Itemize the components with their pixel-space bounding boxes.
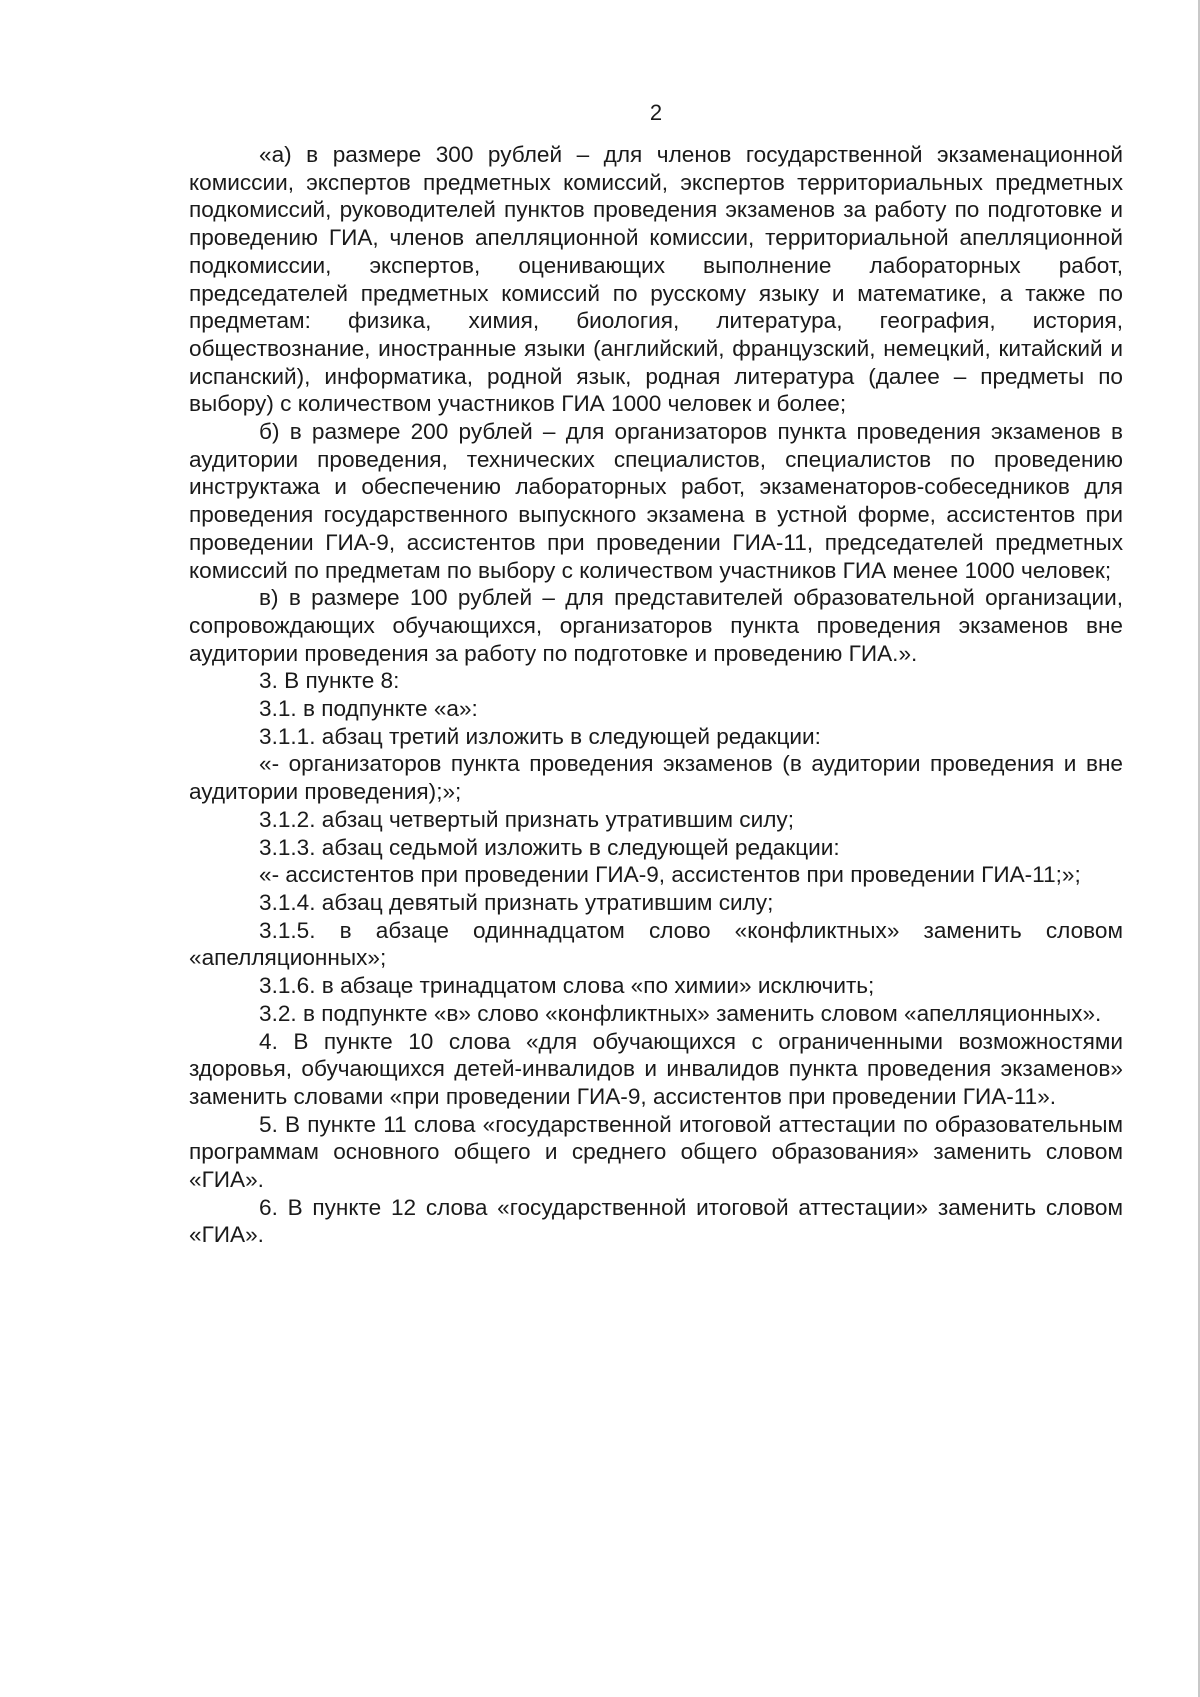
paragraph-item-5: 5. В пункте 11 слова «государственной итоговой аттестации по образовательным программам основного общего и среднего общего образования» заменить словом «ГИА». bbox=[189, 1111, 1123, 1193]
paragraph-a: «а) в размере 300 рублей – для членов государственной экзаменационной комиссии, экспертов предметных комиссий, экспертов территориальных предметных подкомиссий, руководителей пунктов проведения экзаменов за работу по подготовке и проведению ГИА, членов апелляционной комиссии, территориальной апелляционной подкомиссии, экспертов, оценивающих выполнение лабораторных работ, председателей предметных комиссий по русскому языку и математике, а также по предметам: физика, химия, биология, литература, география, история, обществознание, иностранные языки (английский, французский, немецкий, китайский и испанский), информатика, родной язык, родная литература (далее – предметы по выбору) с количеством участников ГИА 1000 человек и более; bbox=[189, 142, 1123, 417]
paragraph-item-3-1-3: 3.1.3. абзац седьмой изложить в следующей редакции: bbox=[259, 834, 840, 860]
paragraph-item-4: 4. В пункте 10 слова «для обучающихся с ограниченными возможностями здоровья, обучающихся детей-инвалидов и инвалидов пункта проведения экзаменов» заменить словами «при проведении ГИА-9, ассистентов при проведении ГИА-11». bbox=[189, 1028, 1123, 1109]
paragraph-item-3-2: 3.2. в подпункте «в» слово «конфликтных» заменить словом «апелляционных». bbox=[259, 1000, 1102, 1026]
paragraph-item-6: 6. В пункте 12 слова «государственной итоговой аттестации» заменить словом «ГИА». bbox=[189, 1194, 1123, 1248]
paragraph-quote-assistants: «- ассистентов при проведении ГИА-9, ассистентов при проведении ГИА-11;»; bbox=[259, 862, 1081, 888]
paragraph-item-3-1-4: 3.1.4. абзац девятый признать утратившим силу; bbox=[259, 889, 774, 915]
document-body bbox=[189, 141, 1123, 1249]
paragraph-item-3: 3. В пункте 8: bbox=[259, 668, 400, 694]
paragraph-b: б) в размере 200 рублей – для организаторов пункта проведения экзаменов в аудитории проведения, технических специалистов, специалистов по проведению инструктажа и обеспечению лабораторных работ, экзаменаторов-собеседников для проведения государственного выпускного экзамена в устной форме, ассистентов при проведении ГИА-9, ассистентов при проведении ГИА-11, председателей предметных комиссий по предметам по выбору с количеством участников ГИА менее 1000 человек; bbox=[189, 419, 1123, 583]
paragraph-v: в) в размере 100 рублей – для представителей образовательной организации, сопровождающих обучающихся, организаторов пункта проведения экзаменов вне аудитории проведения за работу по подготовке и проведению ГИА.». bbox=[189, 585, 1123, 666]
paragraph-item-3-1-5: 3.1.5. в абзаце одиннадцатом слово «конфликтных» заменить словом «апелляционных»; bbox=[189, 917, 1123, 971]
paragraph-item-3-1-6: 3.1.6. в абзаце тринадцатом слова «по химии» исключить; bbox=[259, 973, 875, 999]
paragraph-quote-organizers: «- организаторов пункта проведения экзаменов (в аудитории проведения и вне аудитории проведения);»; bbox=[189, 751, 1123, 805]
paragraph-item-3-1-1: 3.1.1. абзац третий изложить в следующей редакции: bbox=[259, 723, 821, 749]
page-number: 2 bbox=[649, 100, 663, 125]
paragraph-item-3-1: 3.1. в подпункте «а»: bbox=[259, 696, 478, 722]
paragraph-item-3-1-2: 3.1.2. абзац четвертый признать утратившим силу; bbox=[259, 806, 794, 832]
